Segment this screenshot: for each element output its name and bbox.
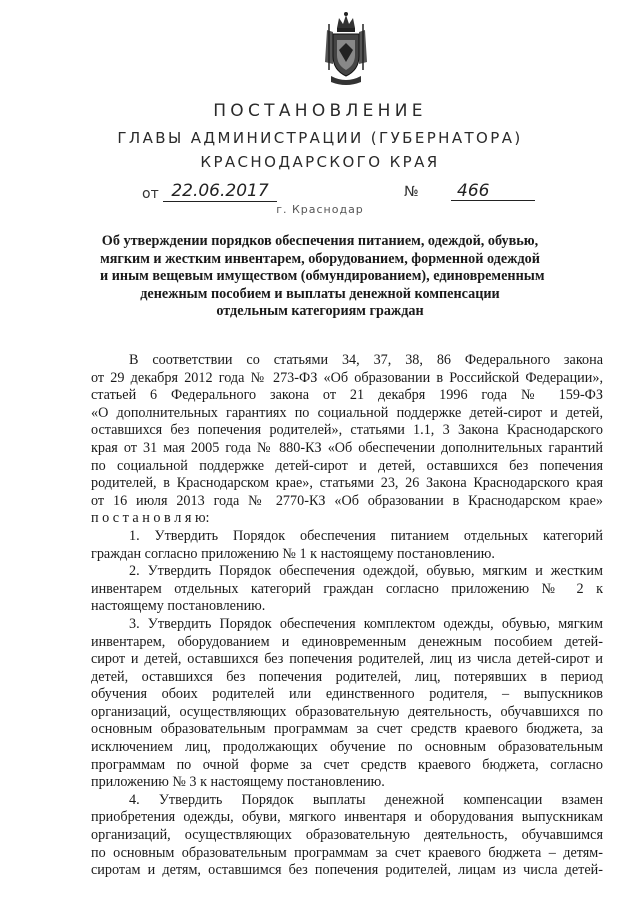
- document-subject: [100, 233, 545, 321]
- body-line: сиротам и детям, оставшимся без попечения родителей, лицам из числа детей-: [91, 862, 603, 879]
- body-line-decree: п о с т а н о в л я ю:: [91, 510, 210, 527]
- subject-line: денежным пособием и выплаты денежной компенсации: [140, 285, 500, 302]
- subject-line: мягким и жестким инвентарем, оборудованием, форменной одеждой: [100, 250, 540, 267]
- body-line: статьей 6 Федерального закона от 21 декабря 1996 года № 159-ФЗ: [91, 387, 603, 404]
- document-number: 466: [451, 181, 535, 201]
- document-body: [91, 352, 603, 880]
- subject-line: и иным вещевым имуществом (обмундированием), единовременным: [100, 268, 545, 284]
- body-line: 1. Утвердить Порядок обеспечения питанием отдельных категорий: [129, 527, 603, 544]
- body-line: по социальной поддержке детей-сирот и детей, оставшихся без попечения: [91, 457, 603, 474]
- body-line: исключением лиц, продолжающих обучение по основным образовательным: [91, 739, 603, 756]
- date-prefix-label: от: [142, 186, 159, 202]
- krasnodar-coat-of-arms-icon: [321, 10, 371, 88]
- body-line: края от 31 мая 2005 года № 880-КЗ «Об обеспечении дополнительных гарантий: [91, 439, 603, 456]
- body-line: «О дополнительных гарантиях по социальной поддержке детей-сирот и детей,: [91, 404, 603, 421]
- body-line: 4. Утвердить Порядок выплаты денежной компенсации взамен: [129, 791, 603, 808]
- body-line: оставшихся без попечения родителей», статьями 1.1, 3 Закона Краснодарского: [91, 422, 603, 439]
- body-line: от 29 декабря 2012 года № 273-ФЗ «Об образовании в Российской Федерации»,: [91, 369, 603, 386]
- subject-line: отдельным категориям граждан: [216, 303, 424, 319]
- body-line: организаций, осуществляющих образовательную деятельность, обучавшихся по: [91, 703, 603, 720]
- body-line: настоящему постановлению.: [91, 598, 266, 615]
- body-line: организаций, осуществляющих образовательную деятельность, обучавшимся: [91, 827, 603, 844]
- document-type-title: ПОСТАНОВЛЕНИЕ: [213, 101, 427, 121]
- body-line: приобретения одежды, обуви, мягкого инвентаря и оборудования выпускникам: [91, 809, 603, 826]
- body-line: инвентарем отдельных категорий граждан согласно приложению № 2 к: [91, 580, 603, 597]
- body-line: В соответствии со статьями 34, 37, 38, 86 Федерального закона: [129, 352, 603, 368]
- city-label: г. Краснодар: [276, 203, 364, 216]
- body-line: 3. Утвердить Порядок обеспечения комплектом одежды, обувью, мягким: [129, 615, 603, 632]
- body-line: родителей, в Краснодарском крае», статьями 23, 26 Закона Краснодарского края: [91, 475, 603, 492]
- body-line: инвентарем, оборудованием и единовременным денежным пособием детей-: [91, 633, 603, 650]
- body-line: основным образовательным программам за счет средств краевого бюджета, за: [91, 721, 603, 738]
- body-line: от 16 июля 2013 года № 2770-КЗ «Об образовании в Краснодарском крае»: [91, 492, 603, 509]
- body-line: обучения обоих родителей или единственного родителя, – выпускников: [91, 686, 603, 703]
- number-label: №: [404, 184, 419, 200]
- issuer-line-1: ГЛАВЫ АДМИНИСТРАЦИИ (ГУБЕРНАТОРА): [117, 129, 523, 147]
- body-line: приложению № 3 к настоящему постановлению.: [91, 774, 385, 791]
- body-line: сирот и детей, оставшихся без попечения родителей, лиц из числа детей-сирот и: [91, 651, 603, 668]
- document-date: 22.06.2017: [163, 181, 277, 202]
- body-line: по основным образовательным программам за счет краевого бюджета – детям-: [91, 844, 603, 861]
- body-line: программам по очной форме за счет средств краевого бюджета, согласно: [91, 756, 603, 773]
- issuer-line-2: КРАСНОДАРСКОГО КРАЯ: [200, 153, 440, 171]
- body-line: 2. Утвердить Порядок обеспечения одеждой, обувью, мягким и жестким: [129, 563, 603, 580]
- body-line: граждан согласно приложению № 1 к настоящему постановлению.: [91, 545, 495, 562]
- body-line: детей, оставшихся без попечения родителей, лиц, потерявших в период: [91, 668, 603, 685]
- subject-line: Об утверждении порядков обеспечения питанием, одеждой, обувью,: [101, 233, 539, 249]
